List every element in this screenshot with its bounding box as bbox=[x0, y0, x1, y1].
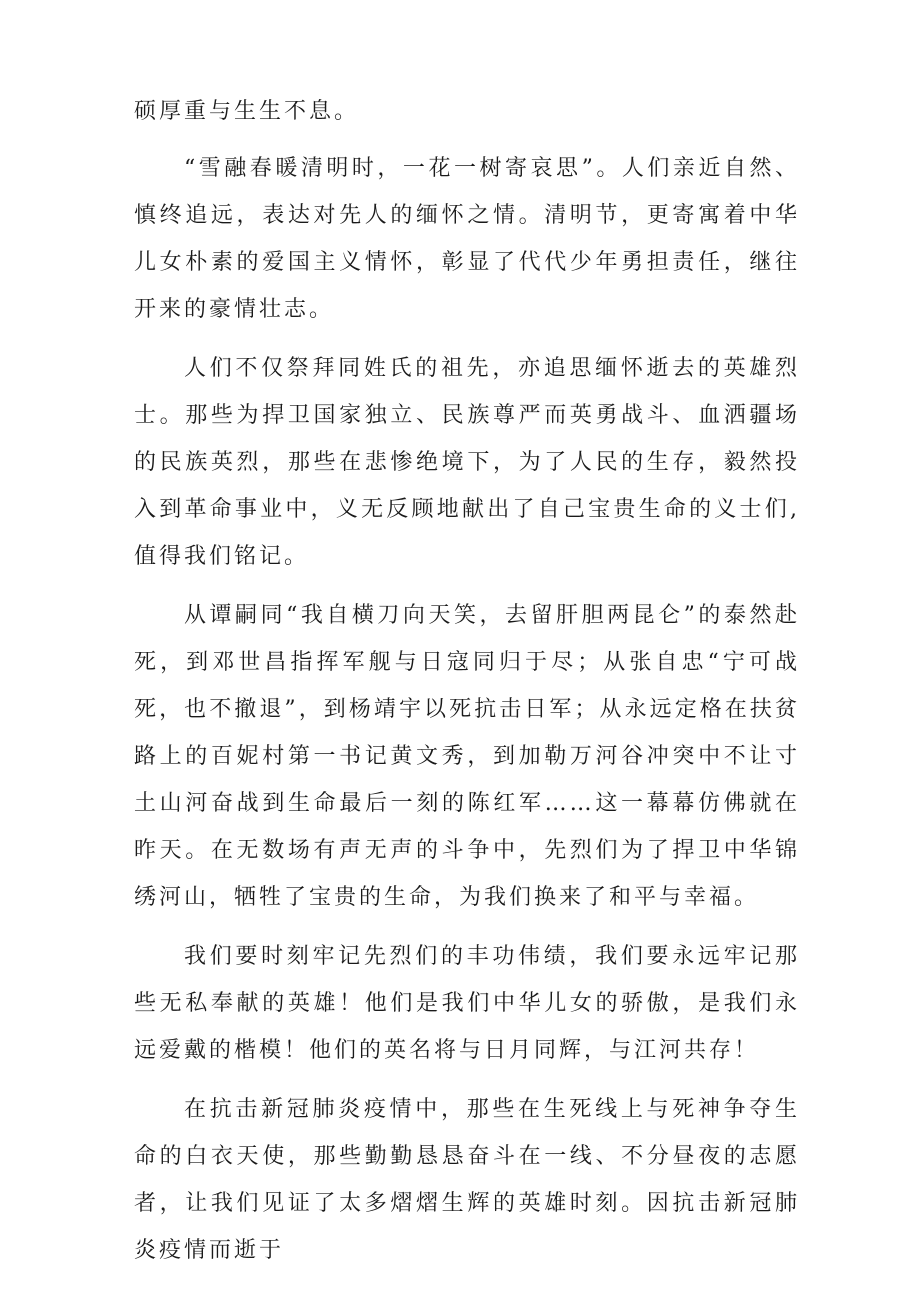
document-body bbox=[134, 88, 800, 1286]
paragraph-pandemic-heroes: 在抗击新冠肺炎疫情中，那些在生死线上与死神争夺生命的白衣天使，那些勤勤恳恳奋斗在一线、不分昼夜的志愿者，让我们见证了太多熠熠生辉的英雄时刻。因抗击新冠肺炎疫情而逝于 bbox=[134, 1097, 800, 1263]
paragraph-historical-heroes: 从谭嗣同“我自横刀向天笑，去留肝胆两昆仑”的泰然赴死，到邓世昌指挥军舰与日寇同归于尽；从张自忠“宁可战死，也不撤退”，到杨靖宇以死抗击日军；从永远定格在扶贫路上的百妮村第一书记黄文秀，到加勒万河谷冲突中不让寸土山河奋战到生命最后一刻的陈红军……这一幕幕仿佛就在昨天。在无数场有声无声的斗争中，先烈们为了捍卫中华锦绣河山，牺牲了宝贵的生命，为我们换来了和平与幸福。 bbox=[134, 603, 800, 910]
paragraph-continuation: 硕厚重与生生不息。 bbox=[134, 99, 360, 124]
paragraph-qingming-intro: “雪融春暖清明时，一花一树寄哀思”。人们亲近自然、慎终追远，表达对先人的缅怀之情。清明节，更寄寓着中华儿女朴素的爱国主义情怀，彰显了代代少年勇担责任，继往开来的豪情壮志。 bbox=[134, 156, 800, 322]
paragraph-remember-heroes: 我们要时刻牢记先烈们的丰功伟绩，我们要永远牢记那些无私奉献的英雄！他们是我们中华儿女的骄傲，是我们永远爱戴的楷模！他们的英名将与日月同辉，与江河共存！ bbox=[134, 944, 800, 1063]
paragraph-heroes-martyrs: 人们不仅祭拜同姓氏的祖先，亦追思缅怀逝去的英雄烈士。那些为捍卫国家独立、民族尊严而英勇战斗、血洒疆场的民族英烈，那些在悲惨绝境下，为了人民的生存，毅然投入到革命事业中，义无反顾地献出了自己宝贵生命的义士们,值得我们铭记。 bbox=[134, 356, 800, 569]
